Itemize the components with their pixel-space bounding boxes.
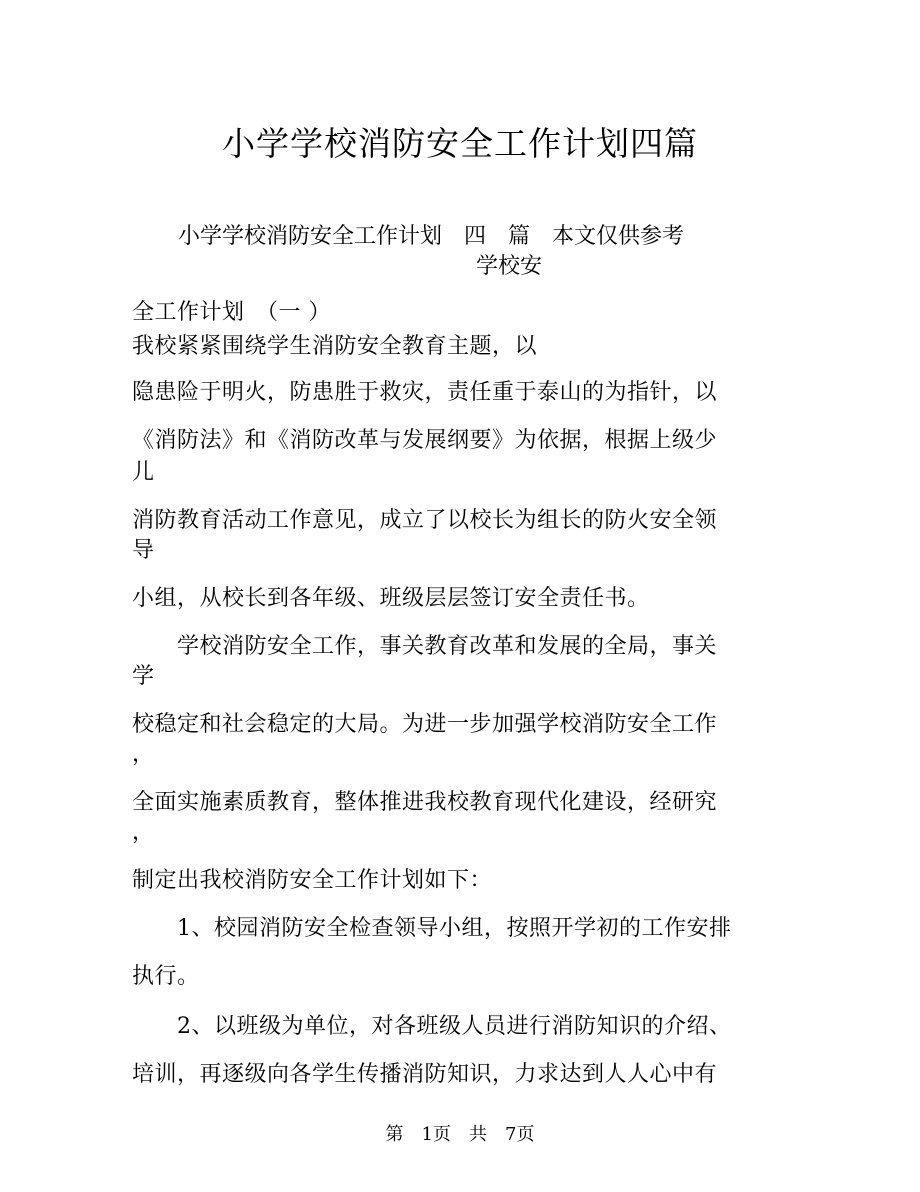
page-title: 小学学校消防安全工作计划四篇 (222, 124, 698, 163)
body-line: 学 (132, 664, 155, 689)
body-line: 我校紧紧围绕学生消防安全教育主题，以 (132, 334, 538, 359)
body-line: 《消防法》和《消防改革与发展纲要》为依据，根据上级少 (132, 428, 718, 453)
body-line: ， (132, 742, 155, 767)
intro-line-1: 小学学校消防安全工作计划 四 篇 本文仅供参考 (178, 224, 685, 249)
body-line: 2、以班级为单位，对各班级人员进行消防知识的介绍、 (132, 1014, 732, 1039)
body-line: 消防教育活动工作意见，成立了以校长为组长的防火安全领 (132, 508, 718, 533)
body-line: 执行。 (132, 964, 200, 989)
body-line: 培训，再逐级向各学生传播消防知识，力求达到人人心中有 (132, 1062, 718, 1087)
body-line: 全工作计划 （一 ） (132, 300, 331, 325)
body-line: 导 (132, 538, 155, 563)
body-line: 校稳定和社会稳定的大局。为进一步加强学校消防安全工作 (132, 712, 718, 737)
intro-line-2: 学校安 (476, 254, 543, 279)
body-line: 1、校园消防安全检查领导小组，按照开学初的工作安排 (132, 916, 732, 941)
body-line: 全面实施素质教育，整体推进我校教育现代化建设，经研究 (132, 790, 718, 815)
body-line: ， (132, 820, 155, 845)
body-line: 制定出我校消防安全工作计划如下： (132, 868, 493, 893)
body-line: 学校消防安全工作，事关教育改革和发展的全局，事关 (132, 634, 718, 659)
body-line: 小组，从校长到各年级、班级层层签订安全责任书。 (132, 586, 650, 611)
body-line: 儿 (132, 460, 155, 485)
page-footer: 第 1页 共 7页 (385, 1124, 535, 1145)
body-line: 隐患险于明火，防患胜于救灾，责任重于泰山的为指针，以 (132, 380, 718, 405)
